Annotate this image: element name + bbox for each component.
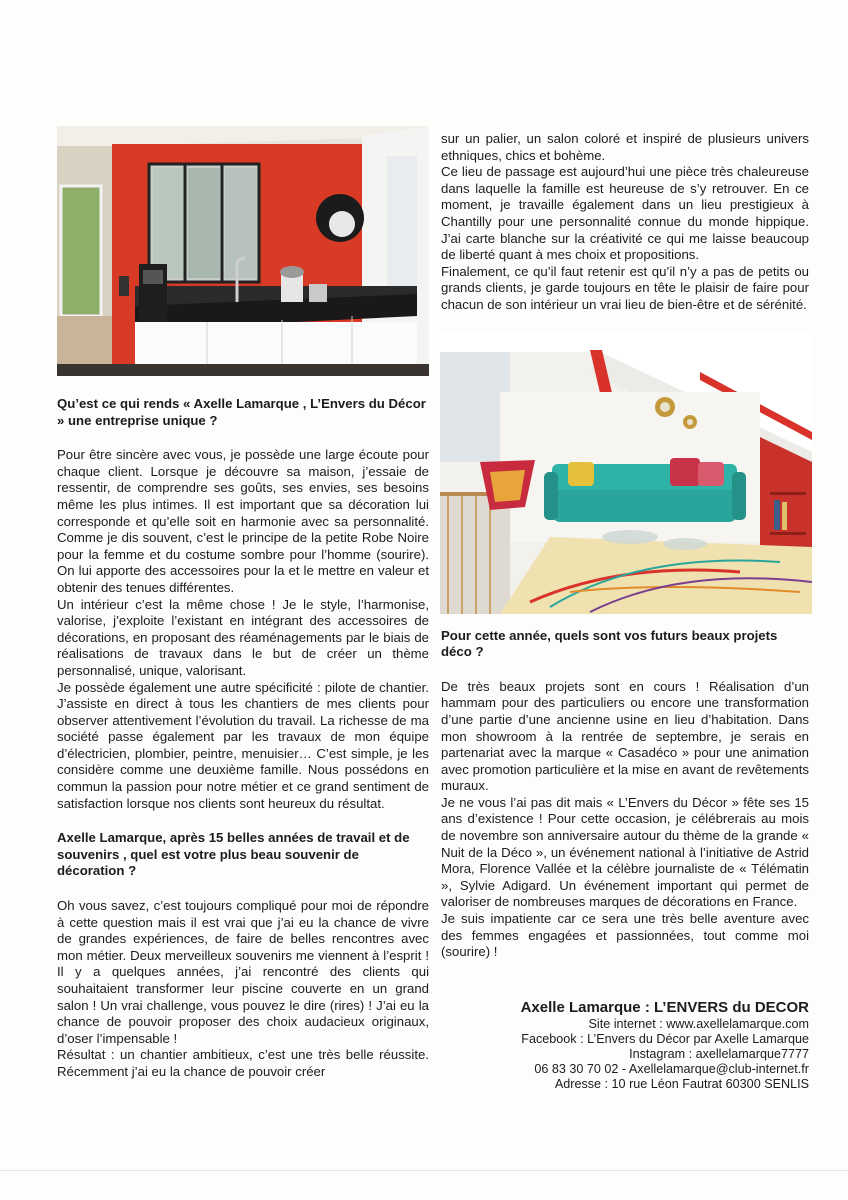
facebook-line: Facebook : L’Envers du Décor par Axelle Lamarque: [521, 1031, 809, 1046]
brand-name: Axelle Lamarque : L’ENVERS du DECOR: [520, 998, 809, 1016]
contact-line[interactable]: 06 83 30 70 02 - Axellelamarque@club-internet.fr: [534, 1061, 809, 1076]
paragraph: Ce lieu de passage est aujourd’hui une pièce très chaleureuse dans laquelle la famille est heureuse de s’y retrouver. En ce moment, je travaille également dans un lieu prestigieux à Chantilly pour une personnalité connue du monde hippique. J’ai carte blanche sur la créativité ce qui me laisse beaucoup de liberté quant à mes choix et propositions.: [441, 164, 809, 263]
address-line: Adresse : 10 rue Léon Fautrat 60300 SENLIS: [554, 1076, 809, 1091]
paragraph: Je ne vous l’ai pas dit mais « L’Envers du Décor » fête ses 15 ans d’existence ! Pour cette occasion, je célébrerais au mois de novembre son anniversaire autour du thème de la grande « Nuit de la Déco », un événement national à l’initiative de Astrid Mora, Florence Vallée et la célèbre journaliste de « Télématin », Sylvie Adigard. Un événement important qui permet de valoriser de nombreuses marques de décorations en France.: [441, 794, 809, 910]
signature-block: [441, 999, 809, 1092]
question-projets: Pour cette année, quels sont vos futurs beaux projets déco ?: [441, 627, 778, 660]
paragraph: Pour être sincère avec vous, je possède une large écoute pour chaque client. Lorsque je découvre sa maison, j’essaie de ressentir, de comprendre ses goûts, ses envies, ses besoins même les plus intimes. Il est important que sa décoration lui corresponde et qu’elle soit en harmonie avec sa personnalité. Comme je dis souvent, c’est le principe de la petite Robe Noire pour la femme et du costume sombre pour l’homme (sourire). On lui apporte des accessoires pour la et le mettre en valeur et obtenir des tenues différentes.: [57, 447, 429, 595]
kitchen-illustration: [57, 126, 429, 376]
instagram-line: Instagram : axellelamarque7777: [629, 1046, 809, 1061]
question-unique: Qu’est ce qui rends « Axelle Lamarque , L’Envers du Décor » une entreprise unique ?: [57, 396, 426, 428]
right-column: [441, 131, 809, 1092]
page-bottom-rule: [0, 1170, 848, 1171]
paragraph: Un intérieur c’est la même chose ! Je le style, l’harmonise, valorise, j’exploite l’existant en intégrant des accessoires de décorations, en proposant des réaménagements par le biais de réalisations de travaux dans le but de créer un thème personnalisé, unique, valorisant.: [57, 596, 429, 678]
living-room-illustration: [440, 332, 812, 614]
question-souvenir: Axelle Lamarque, après 15 belles années de travail et de souvenirs , quel est votre plus beau souvenir de décoration ?: [57, 830, 410, 879]
paragraph: De très beaux projets sont en cours ! Réalisation d’un hammam pour des particuliers ou encore une transformation d’une partie d’une ancienne usine en lieu d’habitation. Dans mon showroom à la rentrée de septembre, je serais en partenariat avec la marque « Casadéco » pour une animation avec promotion particulière et la mise en avant de revêtements muraux.: [441, 678, 809, 794]
website-line[interactable]: Site internet : www.axellelamarque.com: [588, 1016, 809, 1031]
left-column: [57, 126, 429, 1081]
paragraph: Oh vous savez, c’est toujours compliqué pour moi de répondre à cette question mais il est vrai que j’ai eu la chance de vivre de grandes expériences, de faire de belles rencontres avec mon métier. Deux merveilleux souvenirs me viennent à l’esprit ! Il y a quelques années, j’ai rencontré des clients qui souhaitaient transformer leur piscine couverte en un grand salon ! Un vrai challenge, vous pouvez le dire (rires) ! J’ai eu la chance de pouvoir proposer des choix audacieux originaux, d’oser l’impensable !: [57, 898, 429, 1046]
paragraph: sur un palier, un salon coloré et inspiré de plusieurs univers ethniques, chics et bohème.: [441, 131, 809, 163]
paragraph: Je possède également une autre spécificité : pilote de chantier. J’assiste en direct à tous les chantiers de mes clients pour observer attentivement l’évolution du travail. La richesse de ma société passe également par les travaux de mon équipe d’électricien, plombier, peintre, menuisier… C’est simple, je les considère comme une deuxième famille. Nous possédons en commun la passion pour notre métier et ce grand sentiment de satisfaction lorsque nos clients sont heureux du résultat.: [57, 679, 429, 811]
paragraph: Résultat : un chantier ambitieux, c’est une très belle réussite. Récemment j’ai eu la chance de pouvoir créer: [57, 1047, 429, 1079]
living-room-photo: [440, 332, 812, 614]
paragraph: Finalement, ce qu’il faut retenir est qu’il n’y a pas de petits ou grands clients, je garde toujours en tête le plaisir de faire pour chacun de son intérieur un vrai lieu de bien-être et de sérénité.: [441, 263, 809, 312]
paragraph: Je suis impatiente car ce sera une très belle aventure avec des femmes engagées et passionnées, tout comme moi (sourire) !: [441, 911, 809, 960]
kitchen-photo: [57, 126, 429, 376]
